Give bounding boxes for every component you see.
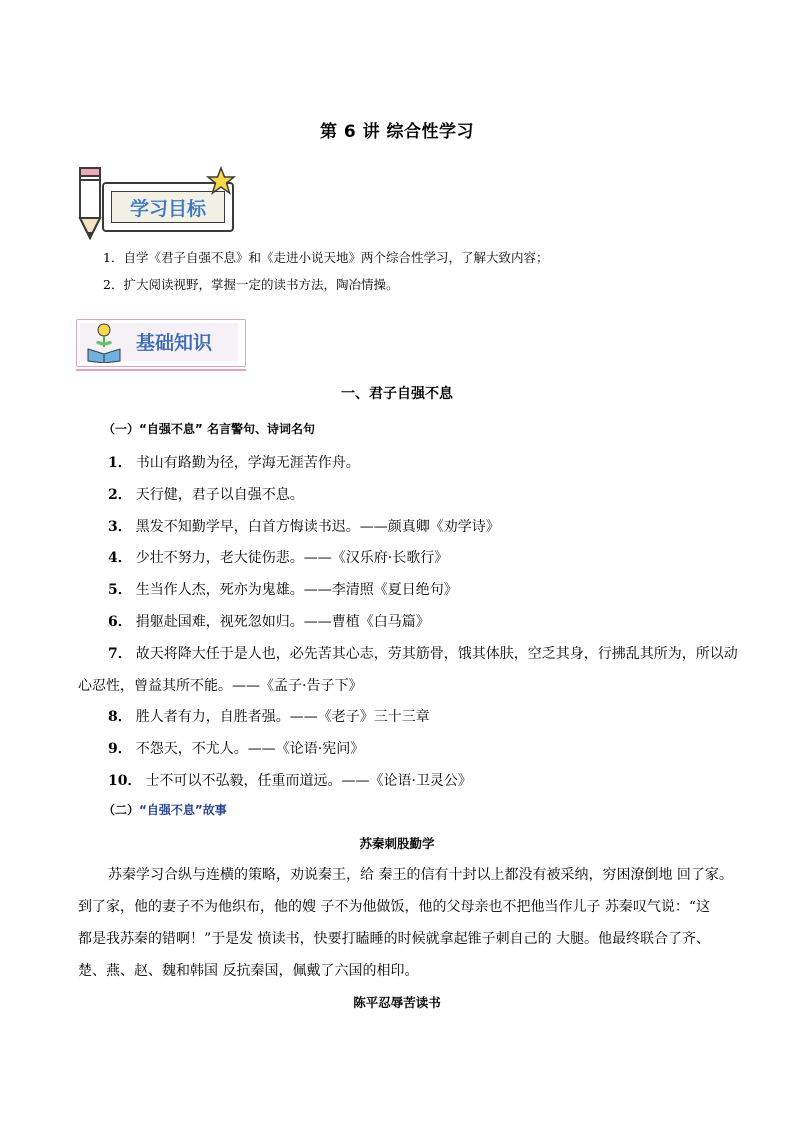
basic-knowledge-label: 基础知识: [136, 332, 213, 354]
item-text: 少壮不努力，老大徒伤悲。——《汉乐府·长歌行》: [135, 550, 449, 567]
list-item: [108, 480, 728, 512]
story-line: 到了家，他的妻子不为他织布，他的嫂 子不为他做饭，他的父母亲也不把他当作儿子 苏秦叹气说：“这: [78, 899, 711, 915]
learning-goals-badge: [70, 166, 240, 242]
book-lightbulb-icon: [84, 321, 124, 363]
goal-item: 1．自学《君子自强不息》和《走进小说天地》两个综合性学习，了解大致内容；: [103, 250, 549, 265]
story-title: 陈平忍辱苦读书: [353, 995, 441, 1010]
item-number: 6．: [108, 613, 132, 630]
quotes-list: [78, 448, 738, 798]
list-item-continuation: [78, 671, 728, 703]
item-text: 不怨天，不尤人。——《论语·宪问》: [135, 741, 365, 758]
list-item: [108, 702, 728, 734]
item-number: 4．: [108, 550, 132, 567]
story-line: 楚、燕、赵、魏和韩国 反抗秦国，佩戴了六国的相印。: [78, 963, 419, 979]
list-item: [108, 639, 738, 671]
subsection-prefix: （二）: [103, 803, 140, 817]
item-text: 捐躯赴国难，视死忽如归。——曹植《白马篇》: [135, 613, 430, 630]
item-text: 黑发不知勤学早，白首方悔读书迟。——颜真卿《劝学诗》: [135, 518, 500, 535]
item-text: 书山有路勤为径，学海无涯苦作舟。: [135, 455, 360, 471]
learning-goals-list: [103, 244, 548, 298]
star-icon: [206, 166, 236, 196]
list-item: [108, 607, 728, 639]
item-number: 8．: [108, 709, 132, 726]
item-number: 5．: [108, 582, 132, 599]
story-line: 都是我苏秦的错啊！”于是发 愤读书，快要打瞌睡的时候就拿起锥子刺自己的 大腿。他最终联合了齐、: [78, 931, 711, 947]
item-number: 1．: [108, 455, 132, 471]
list-item: [108, 734, 728, 766]
item-text: 生当作人杰，死亦为鬼雄。——李清照《夏日绝句》: [135, 582, 458, 599]
list-item: [108, 766, 728, 798]
item-text: 胜人者有力，自胜者强。——《老子》三十三章: [135, 709, 430, 726]
item-text: 心忍性，曾益其所不能。——《孟子·告子下》: [78, 677, 363, 694]
item-number: 3．: [108, 518, 132, 535]
list-item: [108, 575, 728, 607]
item-text: 士不可以不弘毅，任重而道远。——《论语·卫灵公》: [145, 772, 472, 789]
learning-goals-label: 学习目标: [111, 191, 225, 223]
page-title: 第 6 讲 综合性学习: [319, 122, 475, 142]
list-item: [108, 448, 728, 480]
item-text: 天行健，君子以自强不息。: [135, 486, 304, 503]
item-text: 故天将降大任于是人也，必先苦其心志，劳其筋骨，饿其体肤，空乏其身，行拂乱其所为，所以动: [135, 645, 738, 662]
item-number: 9．: [108, 741, 132, 758]
story-line: 苏秦学习合纵与连横的策略，劝说秦王，给 秦王的信有十封以上都没有被采纳，穷困潦倒地 回了家。: [108, 867, 733, 883]
item-number: 7．: [108, 645, 132, 662]
story-paragraph: [78, 859, 738, 987]
subsection-title-stories: [103, 801, 227, 818]
subsection-label: “自强不息”故事: [139, 803, 227, 817]
badge-underline: [76, 369, 246, 371]
list-item: [108, 512, 728, 544]
story-title: 苏秦刺股勤学: [359, 836, 435, 851]
subsection-title-quotes: （一）“自强不息” 名言警句、诗词名句: [103, 422, 315, 436]
section-title: 一、君子自强不息: [341, 386, 453, 402]
goal-item: 2．扩大阅读视野，掌握一定的读书方法，陶冶情操。: [103, 277, 399, 292]
list-item: [108, 543, 728, 575]
item-number: 10．: [108, 772, 142, 789]
item-number: 2．: [108, 486, 132, 503]
basic-knowledge-badge: [76, 319, 246, 373]
